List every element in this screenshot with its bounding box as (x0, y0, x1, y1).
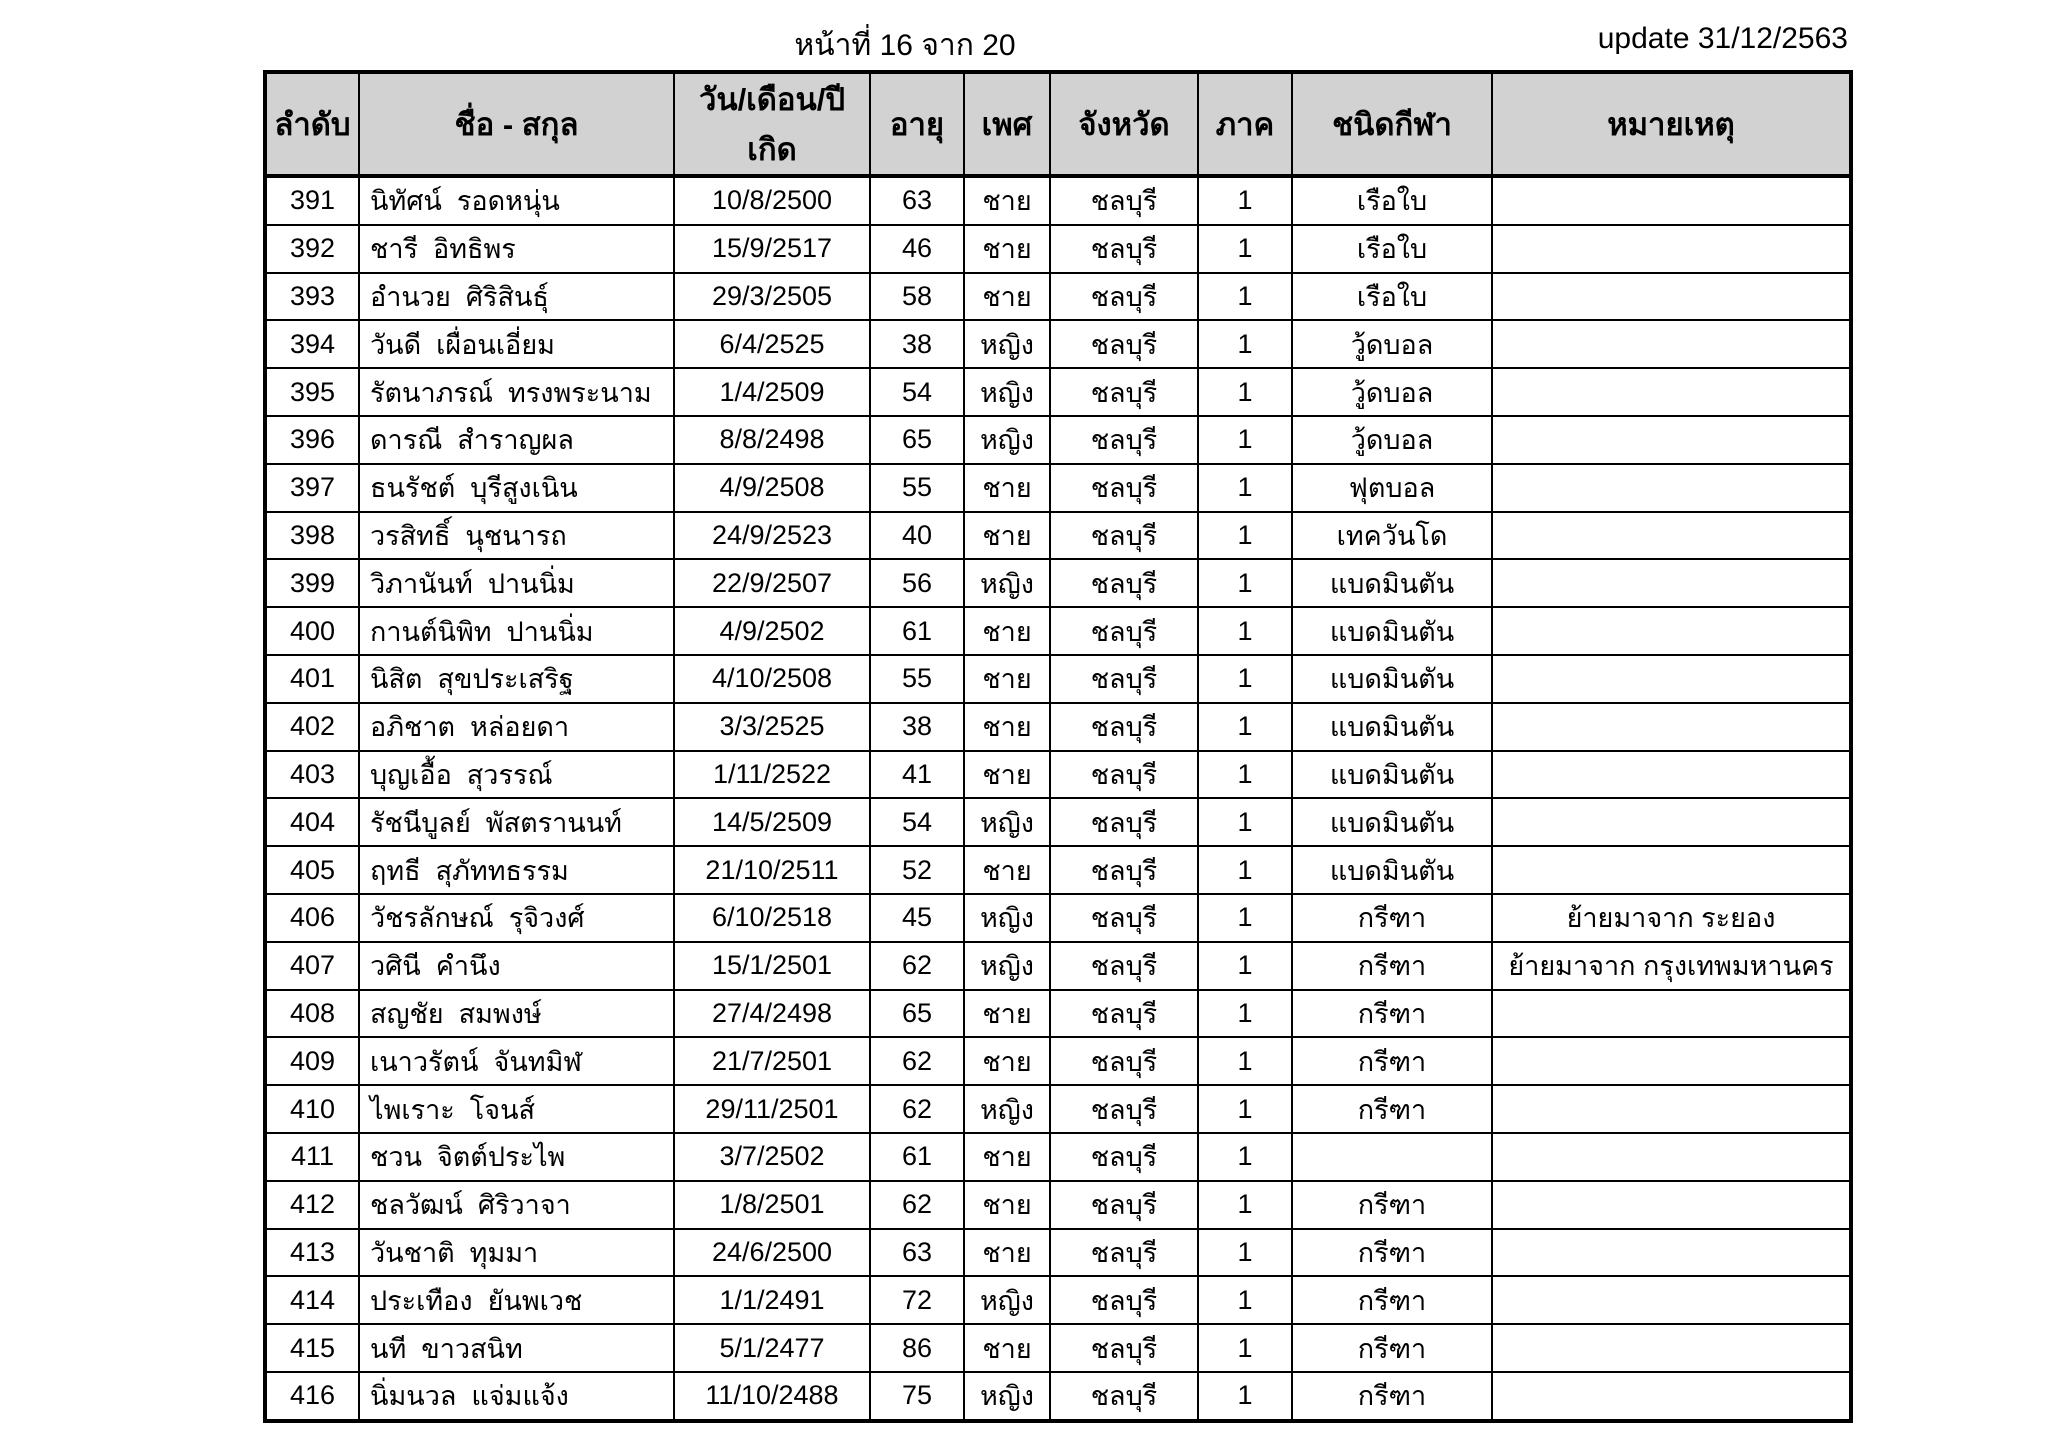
cell-name: วันชาติ ทุมมา (359, 1229, 674, 1277)
cell-order: 396 (265, 416, 359, 464)
cell-sport: เรือใบ (1292, 225, 1492, 273)
table-row (265, 320, 1851, 368)
cell-region: 1 (1198, 559, 1292, 607)
table-row (265, 464, 1851, 512)
cell-sport: กรีฑา (1292, 1324, 1492, 1372)
cell-name: ชวน จิตต์ประไพ (359, 1133, 674, 1181)
cell-region: 1 (1198, 464, 1292, 512)
cell-dob: 1/11/2522 (674, 751, 870, 799)
cell-gender: หญิง (964, 1085, 1050, 1133)
cell-sport: วู้ดบอล (1292, 368, 1492, 416)
table-row (265, 1229, 1851, 1277)
cell-gender: ชาย (964, 1037, 1050, 1085)
cell-remark (1492, 1085, 1851, 1133)
cell-province: ชลบุรี (1050, 416, 1198, 464)
cell-dob: 6/10/2518 (674, 894, 870, 942)
cell-sport: แบดมินตัน (1292, 846, 1492, 894)
cell-province: ชลบุรี (1050, 846, 1198, 894)
cell-remark (1492, 846, 1851, 894)
cell-order: 410 (265, 1085, 359, 1133)
cell-name: รัตนาภรณ์ ทรงพระนาม (359, 368, 674, 416)
cell-order: 407 (265, 942, 359, 990)
cell-age: 55 (870, 464, 964, 512)
registry-table (263, 70, 1853, 1423)
cell-province: ชลบุรี (1050, 225, 1198, 273)
table-row (265, 607, 1851, 655)
cell-sport: ฟุตบอล (1292, 464, 1492, 512)
cell-order: 406 (265, 894, 359, 942)
cell-gender: ชาย (964, 703, 1050, 751)
cell-dob: 10/8/2500 (674, 176, 870, 225)
cell-sport: กรีฑา (1292, 1229, 1492, 1277)
table-row (265, 273, 1851, 321)
table-row (265, 368, 1851, 416)
cell-region: 1 (1198, 703, 1292, 751)
cell-age: 62 (870, 1181, 964, 1229)
cell-name: วันดี เผื่อนเอี่ยม (359, 320, 674, 368)
cell-dob: 6/4/2525 (674, 320, 870, 368)
table-row (265, 846, 1851, 894)
cell-remark (1492, 607, 1851, 655)
cell-dob: 24/9/2523 (674, 512, 870, 560)
cell-region: 1 (1198, 1037, 1292, 1085)
cell-age: 40 (870, 512, 964, 560)
cell-region: 1 (1198, 1181, 1292, 1229)
cell-name: นิทัศน์ รอดหนุ่น (359, 176, 674, 225)
table-row (265, 1133, 1851, 1181)
table-row (265, 1037, 1851, 1085)
header-row (265, 72, 1851, 176)
cell-dob: 27/4/2498 (674, 990, 870, 1038)
cell-sport: กรีฑา (1292, 1276, 1492, 1324)
cell-province: ชลบุรี (1050, 1037, 1198, 1085)
cell-age: 54 (870, 368, 964, 416)
table-row (265, 990, 1851, 1038)
cell-dob: 4/10/2508 (674, 655, 870, 703)
cell-gender: ชาย (964, 655, 1050, 703)
cell-dob: 11/10/2488 (674, 1372, 870, 1421)
cell-gender: หญิง (964, 416, 1050, 464)
cell-gender: ชาย (964, 225, 1050, 273)
cell-province: ชลบุรี (1050, 751, 1198, 799)
cell-sport: กรีฑา (1292, 990, 1492, 1038)
cell-gender: หญิง (964, 894, 1050, 942)
cell-gender: หญิง (964, 1276, 1050, 1324)
cell-province: ชลบุรี (1050, 368, 1198, 416)
cell-name: วัชรลักษณ์ รุจิวงศ์ (359, 894, 674, 942)
cell-age: 62 (870, 942, 964, 990)
cell-gender: ชาย (964, 176, 1050, 225)
cell-dob: 21/7/2501 (674, 1037, 870, 1085)
cell-age: 56 (870, 559, 964, 607)
cell-province: ชลบุรี (1050, 559, 1198, 607)
cell-name: บุญเอื้อ สุวรรณ์ (359, 751, 674, 799)
cell-age: 38 (870, 320, 964, 368)
cell-age: 65 (870, 990, 964, 1038)
cell-age: 62 (870, 1037, 964, 1085)
cell-age: 62 (870, 1085, 964, 1133)
cell-age: 72 (870, 1276, 964, 1324)
cell-remark (1492, 512, 1851, 560)
cell-remark (1492, 703, 1851, 751)
cell-order: 414 (265, 1276, 359, 1324)
cell-region: 1 (1198, 942, 1292, 990)
table-row (265, 894, 1851, 942)
cell-age: 61 (870, 1133, 964, 1181)
cell-province: ชลบุรี (1050, 1085, 1198, 1133)
page-indicator: หน้าที่ 16 จาก 20 (794, 29, 1016, 62)
cell-province: ชลบุรี (1050, 1133, 1198, 1181)
cell-remark (1492, 1276, 1851, 1324)
cell-name: ดารณี สำราญผล (359, 416, 674, 464)
cell-remark (1492, 368, 1851, 416)
cell-gender: ชาย (964, 1324, 1050, 1372)
cell-remark (1492, 1181, 1851, 1229)
cell-age: 58 (870, 273, 964, 321)
cell-age: 41 (870, 751, 964, 799)
cell-sport: แบดมินตัน (1292, 798, 1492, 846)
cell-gender: ชาย (964, 273, 1050, 321)
cell-gender: ชาย (964, 512, 1050, 560)
cell-gender: ชาย (964, 607, 1050, 655)
cell-name: เนาวรัตน์ จันทมิฬ (359, 1037, 674, 1085)
cell-remark: ย้ายมาจาก ระยอง (1492, 894, 1851, 942)
cell-gender: หญิง (964, 320, 1050, 368)
cell-order: 398 (265, 512, 359, 560)
cell-remark (1492, 751, 1851, 799)
cell-province: ชลบุรี (1050, 176, 1198, 225)
table-row (265, 225, 1851, 273)
cell-sport: เรือใบ (1292, 273, 1492, 321)
cell-dob: 29/11/2501 (674, 1085, 870, 1133)
cell-name: รัชนีบูลย์ พัสตรานนท์ (359, 798, 674, 846)
cell-order: 413 (265, 1229, 359, 1277)
cell-order: 403 (265, 751, 359, 799)
table-header (265, 72, 1851, 176)
cell-order: 405 (265, 846, 359, 894)
cell-order: 402 (265, 703, 359, 751)
cell-name: กานต์นิพิท ปานนิ่ม (359, 607, 674, 655)
cell-name: ชลวัฒน์ ศิริวาจา (359, 1181, 674, 1229)
cell-region: 1 (1198, 1372, 1292, 1421)
cell-remark (1492, 655, 1851, 703)
cell-order: 412 (265, 1181, 359, 1229)
table-row (265, 559, 1851, 607)
table-row (265, 1085, 1851, 1133)
cell-order: 397 (265, 464, 359, 512)
cell-dob: 1/8/2501 (674, 1181, 870, 1229)
cell-name: สญชัย สมพงษ์ (359, 990, 674, 1038)
cell-name: วรสิทธิ์ นุชนารถ (359, 512, 674, 560)
cell-name: ประเทือง ยันพเวช (359, 1276, 674, 1324)
cell-province: ชลบุรี (1050, 655, 1198, 703)
cell-region: 1 (1198, 894, 1292, 942)
table-row (265, 1181, 1851, 1229)
cell-sport: แบดมินตัน (1292, 703, 1492, 751)
cell-sport: วู้ดบอล (1292, 320, 1492, 368)
column-header-name: ชื่อ - สกุล (359, 72, 674, 176)
cell-province: ชลบุรี (1050, 1276, 1198, 1324)
cell-order: 400 (265, 607, 359, 655)
cell-order: 408 (265, 990, 359, 1038)
cell-name: วิภานันท์ ปานนิ่ม (359, 559, 674, 607)
cell-dob: 22/9/2507 (674, 559, 870, 607)
cell-order: 409 (265, 1037, 359, 1085)
cell-name: นิสิต สุขประเสริฐ (359, 655, 674, 703)
table-row (265, 751, 1851, 799)
cell-dob: 3/3/2525 (674, 703, 870, 751)
table-row (265, 176, 1851, 225)
cell-remark (1492, 464, 1851, 512)
cell-gender: ชาย (964, 1133, 1050, 1181)
registry-table-body (265, 176, 1851, 1421)
cell-dob: 1/1/2491 (674, 1276, 870, 1324)
update-date-label: update 31/12/2563 (1597, 22, 1848, 55)
cell-dob: 4/9/2502 (674, 607, 870, 655)
cell-province: ชลบุรี (1050, 464, 1198, 512)
cell-province: ชลบุรี (1050, 703, 1198, 751)
cell-region: 1 (1198, 1324, 1292, 1372)
cell-gender: ชาย (964, 751, 1050, 799)
column-header-order: ลำดับ (265, 72, 359, 176)
cell-remark (1492, 990, 1851, 1038)
cell-order: 391 (265, 176, 359, 225)
cell-remark (1492, 798, 1851, 846)
cell-province: ชลบุรี (1050, 1372, 1198, 1421)
table-row (265, 416, 1851, 464)
cell-order: 395 (265, 368, 359, 416)
cell-gender: ชาย (964, 464, 1050, 512)
cell-name: นิ่มนวล แจ่มแจ้ง (359, 1372, 674, 1421)
cell-region: 1 (1198, 751, 1292, 799)
cell-age: 63 (870, 1229, 964, 1277)
cell-sport: กรีฑา (1292, 894, 1492, 942)
cell-remark (1492, 273, 1851, 321)
cell-sport: กรีฑา (1292, 942, 1492, 990)
cell-sport (1292, 1133, 1492, 1181)
cell-province: ชลบุรี (1050, 607, 1198, 655)
cell-province: ชลบุรี (1050, 1181, 1198, 1229)
cell-order: 393 (265, 273, 359, 321)
column-header-region: ภาค (1198, 72, 1292, 176)
cell-remark (1492, 1229, 1851, 1277)
cell-remark (1492, 1324, 1851, 1372)
cell-gender: ชาย (964, 846, 1050, 894)
cell-order: 399 (265, 559, 359, 607)
cell-order: 415 (265, 1324, 359, 1372)
cell-dob: 24/6/2500 (674, 1229, 870, 1277)
cell-name: ไพเราะ โจนส์ (359, 1085, 674, 1133)
table-row (265, 798, 1851, 846)
cell-province: ชลบุรี (1050, 942, 1198, 990)
cell-region: 1 (1198, 990, 1292, 1038)
cell-gender: ชาย (964, 1229, 1050, 1277)
table-row (265, 512, 1851, 560)
cell-order: 404 (265, 798, 359, 846)
cell-order: 392 (265, 225, 359, 273)
cell-sport: เรือใบ (1292, 176, 1492, 225)
cell-province: ชลบุรี (1050, 894, 1198, 942)
cell-dob: 21/10/2511 (674, 846, 870, 894)
cell-region: 1 (1198, 320, 1292, 368)
cell-age: 61 (870, 607, 964, 655)
cell-gender: ชาย (964, 1181, 1050, 1229)
cell-age: 55 (870, 655, 964, 703)
cell-remark (1492, 1037, 1851, 1085)
cell-order: 394 (265, 320, 359, 368)
table-row (265, 1324, 1851, 1372)
cell-sport: แบดมินตัน (1292, 559, 1492, 607)
column-header-sport: ชนิดกีฬา (1292, 72, 1492, 176)
cell-province: ชลบุรี (1050, 1229, 1198, 1277)
cell-region: 1 (1198, 368, 1292, 416)
cell-sport: กรีฑา (1292, 1181, 1492, 1229)
cell-province: ชลบุรี (1050, 990, 1198, 1038)
column-header-gender: เพศ (964, 72, 1050, 176)
cell-gender: หญิง (964, 368, 1050, 416)
cell-region: 1 (1198, 512, 1292, 560)
cell-dob: 4/9/2508 (674, 464, 870, 512)
cell-gender: หญิง (964, 1372, 1050, 1421)
cell-order: 416 (265, 1372, 359, 1421)
cell-age: 63 (870, 176, 964, 225)
cell-remark (1492, 1372, 1851, 1421)
cell-sport: กรีฑา (1292, 1372, 1492, 1421)
cell-region: 1 (1198, 1133, 1292, 1181)
cell-remark (1492, 320, 1851, 368)
cell-order: 401 (265, 655, 359, 703)
cell-age: 65 (870, 416, 964, 464)
cell-remark (1492, 176, 1851, 225)
column-header-dob: วัน/เดือน/ปีเกิด (674, 72, 870, 176)
cell-remark (1492, 416, 1851, 464)
cell-region: 1 (1198, 846, 1292, 894)
table-row (265, 703, 1851, 751)
cell-name: ฤทธี สุภัททธรรม (359, 846, 674, 894)
table-row (265, 942, 1851, 990)
cell-sport: วู้ดบอล (1292, 416, 1492, 464)
cell-region: 1 (1198, 176, 1292, 225)
cell-dob: 15/9/2517 (674, 225, 870, 273)
cell-age: 86 (870, 1324, 964, 1372)
cell-remark: ย้ายมาจาก กรุงเทพมหานคร (1492, 942, 1851, 990)
cell-name: นที ขาวสนิท (359, 1324, 674, 1372)
cell-dob: 5/1/2477 (674, 1324, 870, 1372)
cell-gender: หญิง (964, 942, 1050, 990)
table-row (265, 1276, 1851, 1324)
cell-dob: 29/3/2505 (674, 273, 870, 321)
cell-sport: กรีฑา (1292, 1085, 1492, 1133)
cell-gender: หญิง (964, 798, 1050, 846)
cell-age: 46 (870, 225, 964, 273)
cell-dob: 15/1/2501 (674, 942, 870, 990)
cell-region: 1 (1198, 1229, 1292, 1277)
cell-order: 411 (265, 1133, 359, 1181)
cell-sport: เทควันโด (1292, 512, 1492, 560)
cell-sport: กรีฑา (1292, 1037, 1492, 1085)
cell-name: ชารี อิทธิพร (359, 225, 674, 273)
cell-sport: แบดมินตัน (1292, 607, 1492, 655)
cell-name: อำนวย ศิริสินธุ์ (359, 273, 674, 321)
cell-region: 1 (1198, 273, 1292, 321)
cell-gender: หญิง (964, 559, 1050, 607)
cell-province: ชลบุรี (1050, 273, 1198, 321)
cell-gender: ชาย (964, 990, 1050, 1038)
cell-remark (1492, 225, 1851, 273)
cell-region: 1 (1198, 1085, 1292, 1133)
cell-name: อภิชาต หล่อยดา (359, 703, 674, 751)
cell-region: 1 (1198, 416, 1292, 464)
cell-age: 45 (870, 894, 964, 942)
column-header-remark: หมายเหตุ (1492, 72, 1851, 176)
cell-region: 1 (1198, 225, 1292, 273)
cell-region: 1 (1198, 655, 1292, 703)
cell-region: 1 (1198, 1276, 1292, 1324)
cell-province: ชลบุรี (1050, 798, 1198, 846)
cell-age: 75 (870, 1372, 964, 1421)
cell-remark (1492, 1133, 1851, 1181)
cell-dob: 3/7/2502 (674, 1133, 870, 1181)
cell-name: วศินี คำนึง (359, 942, 674, 990)
cell-dob: 14/5/2509 (674, 798, 870, 846)
column-header-province: จังหวัด (1050, 72, 1198, 176)
cell-dob: 8/8/2498 (674, 416, 870, 464)
cell-age: 38 (870, 703, 964, 751)
table-row (265, 1372, 1851, 1421)
cell-sport: แบดมินตัน (1292, 751, 1492, 799)
cell-remark (1492, 559, 1851, 607)
cell-sport: แบดมินตัน (1292, 655, 1492, 703)
column-header-age: อายุ (870, 72, 964, 176)
cell-region: 1 (1198, 798, 1292, 846)
table-row (265, 655, 1851, 703)
cell-age: 54 (870, 798, 964, 846)
cell-dob: 1/4/2509 (674, 368, 870, 416)
cell-province: ชลบุรี (1050, 320, 1198, 368)
cell-name: ธนรัชต์ บุรีสูงเนิน (359, 464, 674, 512)
cell-province: ชลบุรี (1050, 512, 1198, 560)
cell-province: ชลบุรี (1050, 1324, 1198, 1372)
cell-region: 1 (1198, 607, 1292, 655)
cell-age: 52 (870, 846, 964, 894)
